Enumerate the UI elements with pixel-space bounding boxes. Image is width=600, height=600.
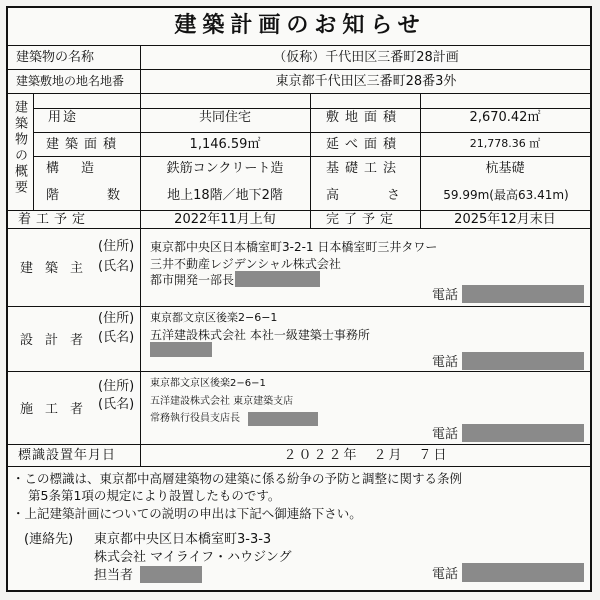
- foundation-value: 杭基礎: [485, 161, 525, 176]
- note-line-3: ・上記建築計画についての説明の申出は下記へ御連絡下さい。: [12, 506, 362, 521]
- use-label: 用途: [48, 110, 79, 125]
- designer-label: 設計者: [20, 333, 96, 348]
- contact-phone-label: 電話: [432, 567, 459, 582]
- note-line-2: 第5条第1項の規定により設置したものです。: [28, 488, 281, 503]
- owner-address: 東京都中央区日本橋室町3-2-1 日本橋室町三井タワー: [150, 240, 438, 254]
- building-name-value: （仮称）千代田区三番町28計画: [273, 50, 459, 65]
- owner-name-redaction: [235, 271, 320, 287]
- designer-address: 東京都文京区後楽2−6−1: [150, 311, 278, 324]
- contractor-phone-label: 電話: [432, 427, 459, 442]
- contractor-title: 常務執行役員支店長: [150, 413, 240, 424]
- designer-phone-redaction: [462, 352, 584, 370]
- owner-dept: 都市開発一部長: [150, 273, 235, 287]
- site-area-value: 2,670.42㎡: [469, 110, 541, 125]
- contact-person-label: 担当者: [94, 568, 134, 583]
- structure-value: 鉄筋コンクリート造: [166, 161, 284, 176]
- designer-name-redaction: [150, 342, 212, 357]
- owner-company: 三井不動産レジデンシャル株式会社: [150, 257, 341, 271]
- floors-label: 階数: [46, 188, 169, 203]
- contractor-address: 東京都文京区後楽2−6−1: [150, 378, 266, 389]
- structure-label: 構造: [46, 161, 117, 176]
- use-value: 共同住宅: [198, 110, 251, 125]
- overview-side-label: 建築物の概要: [12, 100, 27, 196]
- contractor-phone-redaction: [462, 424, 584, 442]
- contractor-name-label: (氏名): [98, 397, 135, 412]
- designer-address-label: (住所): [98, 311, 135, 326]
- owner-name-label: (氏名): [98, 259, 135, 274]
- building-area-label: 建築面積: [46, 137, 123, 152]
- building-area-value: 1,146.59㎡: [189, 137, 261, 152]
- contact-company: 株式会社 マイライフ・ハウジング: [94, 550, 292, 565]
- height-label: 高さ: [326, 188, 449, 203]
- note-line-1: ・この標識は、東京都中高層建築物の建築に係る紛争の予防と調整に関する条例: [12, 471, 463, 486]
- sign-date-value: ２０２２年 ２月 ７日: [283, 448, 449, 463]
- contractor-address-label: (住所): [98, 379, 135, 394]
- floor-area-value: 21,778.36 ㎡: [469, 137, 541, 150]
- owner-address-label: (住所): [98, 239, 135, 254]
- site-area-label: 敷地面積: [326, 110, 403, 125]
- contractor-company: 五洋建設株式会社 東京建築支店: [150, 396, 294, 407]
- end-label: 完了予定: [326, 212, 399, 227]
- designer-name-label: (氏名): [98, 330, 135, 345]
- owner-label: 建築主: [20, 261, 96, 276]
- site-address-value: 東京都千代田区三番町28番3外: [275, 74, 457, 89]
- contact-phone-redaction: [462, 563, 584, 582]
- contractor-name-redaction: [248, 412, 318, 426]
- owner-phone-label: 電話: [432, 288, 459, 303]
- contact-address: 東京都中央区日本橋室町3-3-3: [94, 532, 272, 547]
- contact-label: (連絡先): [24, 532, 74, 547]
- contact-person-redaction: [140, 566, 202, 583]
- end-value: 2025年12月末日: [454, 212, 556, 227]
- floors-value: 地上18階／地下2階: [167, 188, 283, 203]
- building-name-label: 建築物の名称: [16, 50, 95, 65]
- floor-area-label: 延べ面積: [326, 137, 403, 152]
- start-label: 着工予定: [18, 212, 91, 227]
- site-address-label: 建築敷地の地名地番: [16, 74, 125, 88]
- owner-phone-redaction: [462, 285, 584, 303]
- contractor-label: 施工者: [20, 402, 96, 417]
- foundation-label: 基礎工法: [326, 161, 403, 176]
- start-value: 2022年11月上旬: [174, 212, 276, 227]
- notice-title: 建築計画のお知らせ: [174, 13, 426, 38]
- sign-date-label: 標識設置年月日: [18, 448, 117, 463]
- designer-phone-label: 電話: [432, 355, 459, 370]
- designer-company: 五洋建設株式会社 本社一級建築士事務所: [150, 328, 370, 342]
- height-value: 59.99m(最高63.41m): [443, 188, 569, 202]
